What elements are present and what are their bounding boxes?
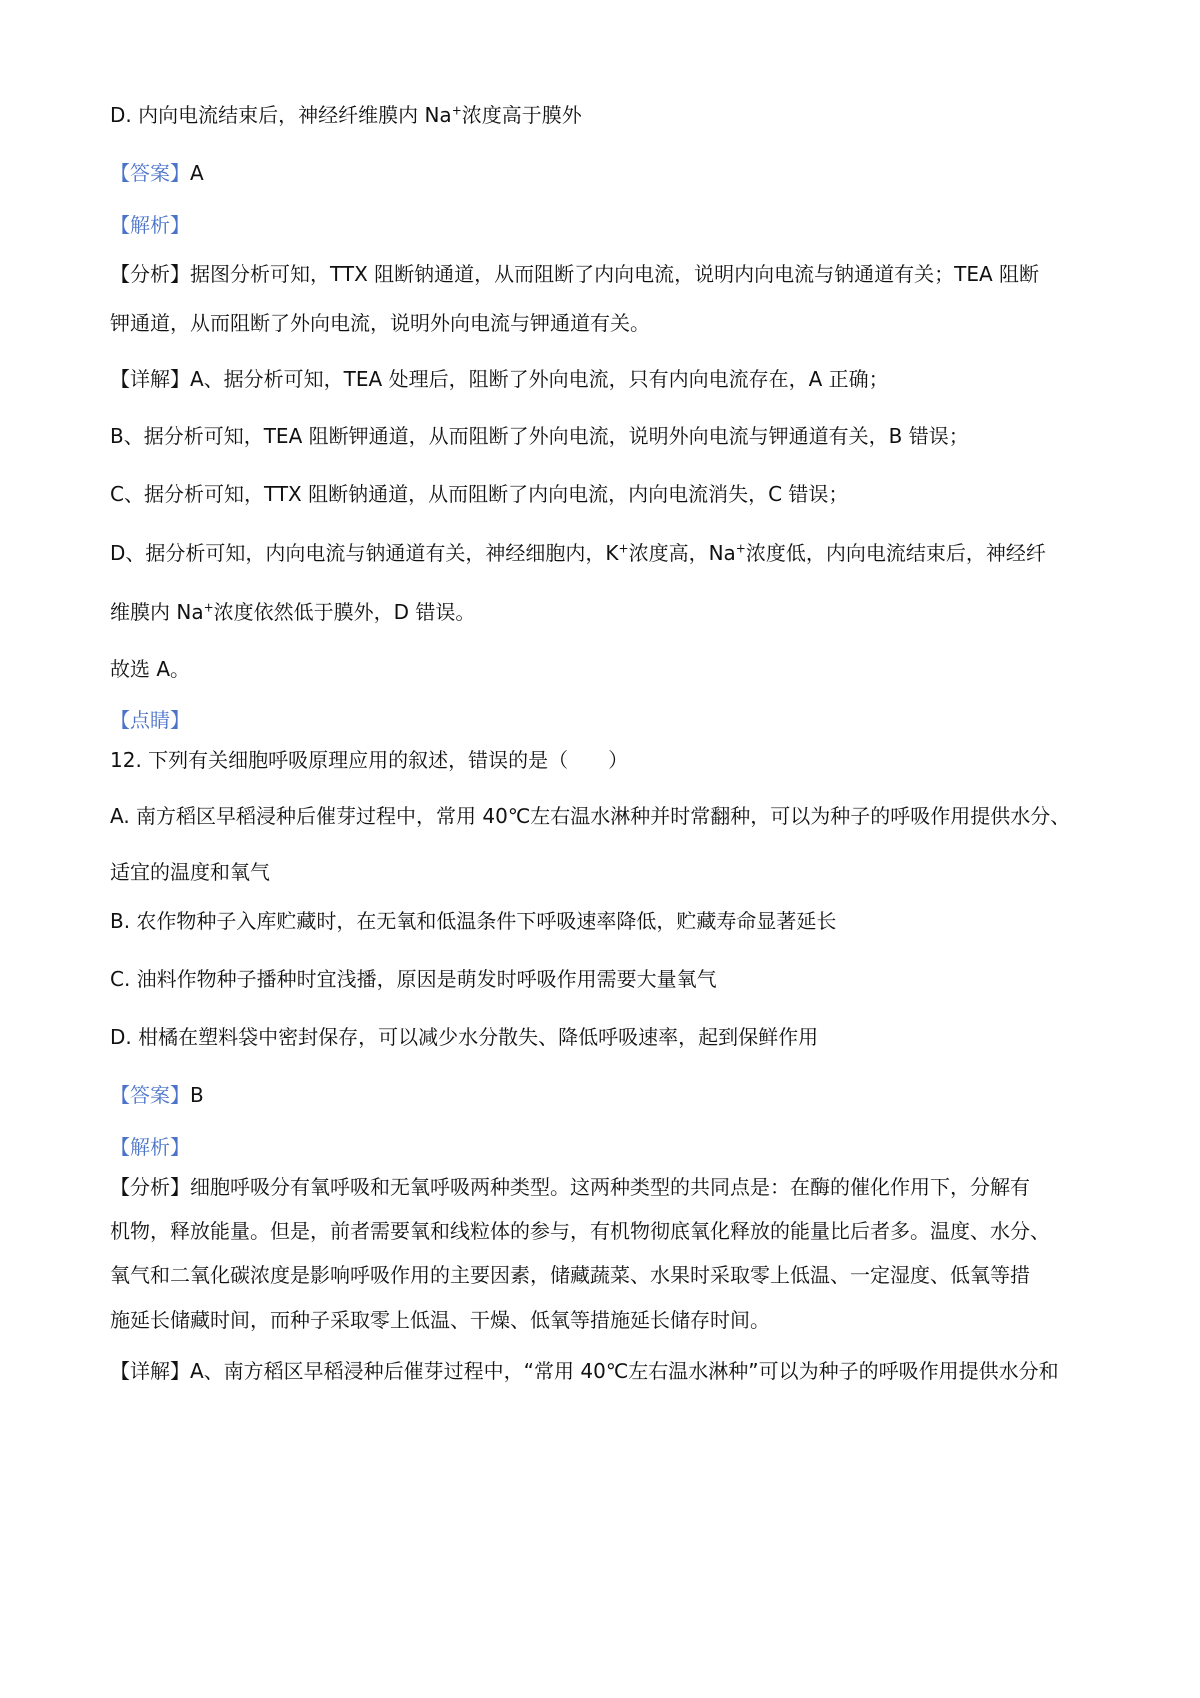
q12-fenxi-line2: 机物，释放能量。但是，前者需要氧和线粒体的参与，有机物彻底氧化释放的能量比后者多。温度、水分、 bbox=[110, 1219, 1050, 1243]
q12-fenxi-line3: 氧气和二氧化碳浓度是影响呼吸作用的主要因素，储藏蔬菜、水果时采取零上低温、一定湿度、低氧等措 bbox=[110, 1263, 1030, 1287]
q11-xiangjie-b: B、据分析可知，TEA 阻断钾通道，从而阻断了外向电流，说明外向电流与钾通道有关，B 错误； bbox=[110, 424, 969, 448]
q11-option-d-part2: 浓度高于膜外 bbox=[461, 103, 582, 127]
q12-option-c: C. 油料作物种子播种时宜浅播，原因是萌发时呼吸作用需要大量氧气 bbox=[110, 967, 717, 991]
q11-xiangjie-d2-sup: + bbox=[203, 600, 214, 615]
q11-xiangjie-d2-a: 维膜内 Na bbox=[110, 600, 204, 624]
q11-xiangjie-a bbox=[110, 364, 889, 394]
q11-fenxi-text1: 据图分析可知，TTX 阻断钠通道，从而阻断了内向电流，说明内向电流与钠通道有关；TEA 阻断 bbox=[190, 262, 1040, 286]
q11-option-d-part1: D. 内向电流结束后，神经纤维膜内 Na bbox=[110, 103, 452, 127]
q11-xiangjie-d-line2 bbox=[110, 597, 475, 627]
q12-answer-value: B bbox=[190, 1083, 204, 1107]
q12-option-b: B. 农作物种子入库贮藏时，在无氧和低温条件下呼吸速率降低，贮藏寿命显著延长 bbox=[110, 909, 837, 933]
q11-xiangjie-d1-b: 浓度高，Na bbox=[628, 541, 736, 565]
q11-xiangjie-d1-c: 浓度低，内向电流结束后，神经纤 bbox=[745, 541, 1046, 565]
q12-xiangjie-tag: 【详解】 bbox=[110, 1359, 190, 1383]
q11-answer-value: A bbox=[190, 161, 204, 185]
q11-analysis-tag: 【解析】 bbox=[110, 213, 190, 237]
q12-fenxi-tag: 【分析】 bbox=[110, 1175, 190, 1199]
q12-stem: 12. 下列有关细胞呼吸原理应用的叙述，错误的是（ ） bbox=[110, 748, 629, 772]
q12-fenxi-text1: 细胞呼吸分有氧呼吸和无氧呼吸两种类型。这两种类型的共同点是：在酶的催化作用下，分解有 bbox=[190, 1175, 1030, 1199]
q12-option-a-line1: A. 南方稻区早稻浸种后催芽过程中，常用 40℃左右温水淋种并时常翻种，可以为种子的呼吸作用提供水分、 bbox=[110, 804, 1071, 828]
q11-xiangjie-d2-b: 浓度依然低于膜外，D 错误。 bbox=[213, 600, 476, 624]
q11-fenxi-line2: 钾通道，从而阻断了外向电流，说明外向电流与钾通道有关。 bbox=[110, 311, 650, 335]
q12-answer bbox=[110, 1080, 204, 1110]
q11-xiangjie-tag: 【详解】 bbox=[110, 367, 190, 391]
q11-answer bbox=[110, 158, 204, 188]
q12-fenxi-line4: 施延长储藏时间，而种子采取零上低温、干燥、低氧等措施延长储存时间。 bbox=[110, 1308, 770, 1332]
q11-xiangjie-d1-a: D、据分析可知，内向电流与钠通道有关，神经细胞内，K bbox=[110, 541, 619, 565]
q11-xiangjie-d-line1 bbox=[110, 538, 1046, 568]
q12-option-a-line2: 适宜的温度和氧气 bbox=[110, 860, 270, 884]
q11-xiangjie-a-text: A、据分析可知，TEA 处理后，阻断了外向电流，只有内向电流存在，A 正确； bbox=[190, 367, 889, 391]
q11-option-d bbox=[110, 100, 582, 130]
q11-xiangjie-c: C、据分析可知，TTX 阻断钠通道，从而阻断了内向电流，内向电流消失，C 错误； bbox=[110, 482, 849, 506]
q12-xiangjie-text1: A、南方稻区早稻浸种后催芽过程中，“常用 40℃左右温水淋种”可以为种子的呼吸作用提供水分和 bbox=[190, 1359, 1059, 1383]
q12-answer-tag: 【答案】 bbox=[110, 1083, 190, 1107]
q11-conclusion: 故选 A。 bbox=[110, 657, 191, 681]
q12-analysis-tag: 【解析】 bbox=[110, 1135, 190, 1159]
q11-fenxi-line1 bbox=[110, 259, 1039, 289]
q12-fenxi-line1 bbox=[110, 1172, 1030, 1202]
q12-option-d: D. 柑橘在塑料袋中密封保存，可以减少水分散失、降低呼吸速率，起到保鲜作用 bbox=[110, 1025, 819, 1049]
q11-answer-tag: 【答案】 bbox=[110, 161, 190, 185]
q11-fenxi-tag: 【分析】 bbox=[110, 262, 190, 286]
q11-xiangjie-d1-sup1: + bbox=[618, 541, 629, 556]
q11-dianjing-tag: 【点睛】 bbox=[110, 708, 190, 732]
q12-xiangjie-line1 bbox=[110, 1356, 1059, 1386]
q11-xiangjie-d1-sup2: + bbox=[735, 541, 746, 556]
q11-option-d-sup: + bbox=[451, 103, 462, 118]
